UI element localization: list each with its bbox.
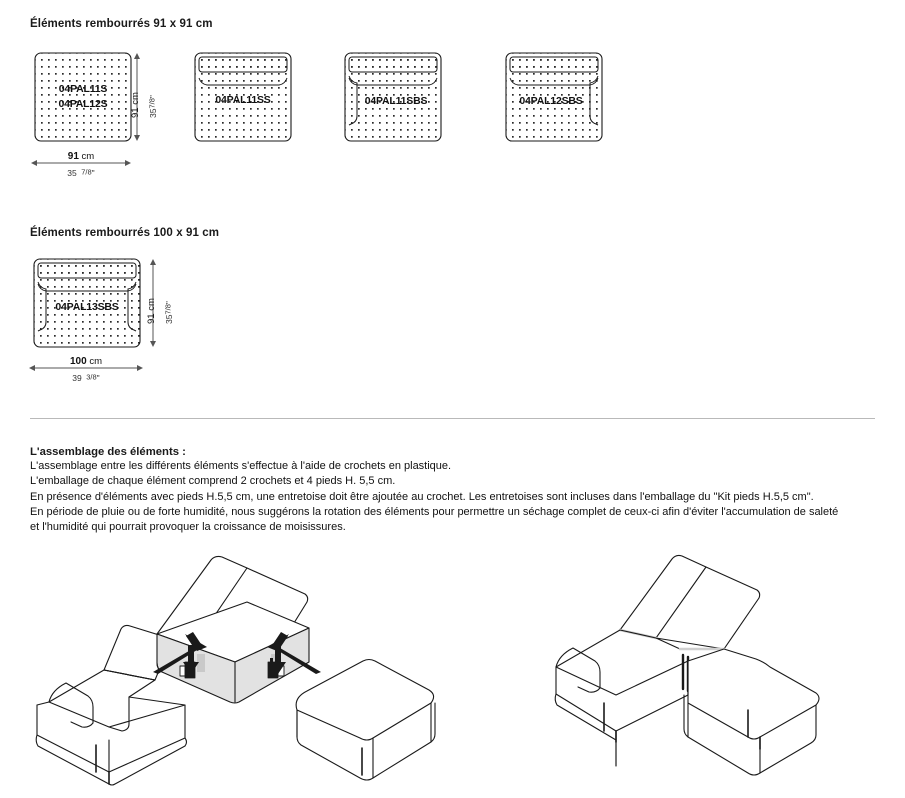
cm-unit: cm bbox=[89, 356, 102, 367]
center-module bbox=[157, 556, 309, 703]
illustration-exploded-assembly bbox=[25, 550, 450, 798]
assembly-line: L'emballage de chaque élément comprend 2 crochets et 4 pieds H. 5,5 cm. bbox=[30, 475, 396, 488]
assembly-line: En période de pluie ou de forte humidité, nous suggérons la rotation des éléments pour permettre un séchage complet de ceux-ci afin d'éviter l'accumulation de saleté bbox=[30, 505, 839, 518]
inch-fraction: 3/8 bbox=[86, 372, 97, 382]
inch-mark: " bbox=[96, 373, 100, 383]
backrest bbox=[349, 57, 437, 72]
inch-fraction: 7/8 bbox=[147, 98, 157, 109]
assembly-instructions bbox=[30, 446, 838, 535]
module-code: 04PAL12SBS bbox=[519, 95, 583, 107]
inch-fraction: 7/8 bbox=[81, 167, 92, 177]
section-title-100x91: Éléments rembourrés 100 x 91 cm bbox=[30, 227, 220, 239]
inch-mark: " bbox=[164, 301, 174, 305]
cm-value: 100 bbox=[70, 356, 87, 367]
module-code: 04PAL11SS bbox=[215, 94, 271, 106]
assembly-line: En présence d'éléments avec pieds H.5,5 cm, une entretoise doit être ajoutée au crochet. Les entretoises sont incluses dans l'emballage du "Kit pieds H.5,5 cm". bbox=[30, 490, 814, 503]
inch-mark: " bbox=[91, 168, 95, 178]
cm-unit: cm bbox=[81, 151, 95, 162]
inch-value: 35 bbox=[67, 168, 77, 178]
module-code: 04PAL13SBS bbox=[55, 301, 119, 313]
assembly-line: L'assemblage entre les différents éléments s'effectue à l'aide de crochets en plastique. bbox=[30, 460, 452, 472]
inch-value: 39 bbox=[72, 373, 82, 383]
module-04pal11s-04pal12s bbox=[34, 52, 132, 142]
cm-value: 91 bbox=[67, 151, 79, 162]
section-title-91x91: Éléments rembourrés 91 x 91 cm bbox=[30, 18, 213, 30]
backrest bbox=[510, 57, 598, 72]
dimension-vertical-cm-label: 91 cm bbox=[146, 298, 157, 324]
dimension-horizontal-in-label bbox=[28, 368, 144, 386]
right-seat-module bbox=[684, 649, 819, 775]
module-body bbox=[35, 53, 131, 141]
module-code: 04PAL11SBS bbox=[364, 95, 428, 107]
inch-mark: " bbox=[148, 95, 158, 99]
assembly-heading: L'assemblage des éléments : bbox=[30, 446, 186, 458]
dimension-horizontal-cm-label bbox=[30, 146, 132, 164]
inch-value: 35 bbox=[164, 314, 174, 324]
assembly-line: et l'humidité qui pourrait provoquer la croissance de moisissures. bbox=[30, 521, 346, 534]
right-module bbox=[296, 660, 435, 781]
inch-fraction: 7/8 bbox=[163, 304, 173, 315]
module-code: 04PAL11S bbox=[58, 83, 108, 95]
module-04pal13sbs bbox=[33, 258, 141, 348]
left-seat-module bbox=[555, 630, 688, 766]
backrest bbox=[38, 263, 136, 278]
section-divider bbox=[30, 418, 875, 419]
dimension-horizontal-cm-label bbox=[28, 351, 144, 369]
inch-value: 35 bbox=[148, 108, 158, 118]
dimension-vertical-in-label bbox=[159, 301, 177, 324]
module-code: 04PAL12S bbox=[58, 98, 108, 110]
illustration-assembled-corner bbox=[520, 555, 880, 795]
backrest bbox=[199, 57, 287, 72]
module-04pal11sbs bbox=[344, 52, 442, 142]
module-04pal12sbs bbox=[505, 52, 603, 142]
dimension-vertical-in-label bbox=[143, 95, 161, 118]
module-04pal11ss bbox=[194, 52, 292, 142]
dimension-vertical-cm-label: 91 cm bbox=[130, 92, 141, 118]
dimension-horizontal-in-label bbox=[30, 163, 132, 181]
